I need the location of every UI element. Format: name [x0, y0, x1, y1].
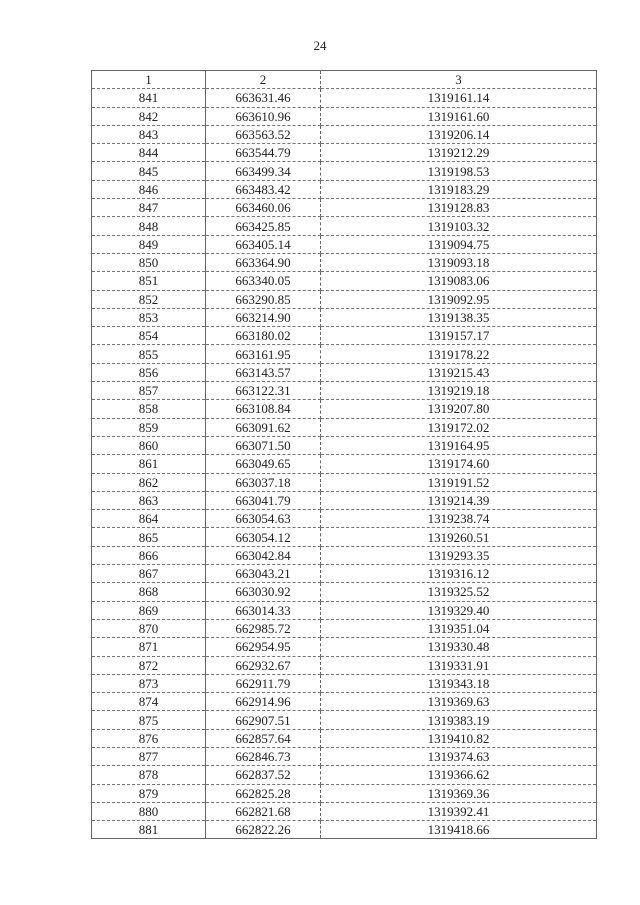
table-row: [92, 747, 597, 765]
point-number-cell: 852: [92, 290, 206, 308]
y-coordinate-cell: 1319329.40: [321, 601, 597, 619]
table-row: [92, 382, 597, 400]
x-coordinate-cell: 663563.52: [206, 125, 321, 143]
point-number-cell: 878: [92, 766, 206, 784]
point-number-cell: 870: [92, 619, 206, 637]
x-coordinate-cell: 663042.84: [206, 546, 321, 564]
y-coordinate-cell: 1319366.62: [321, 766, 597, 784]
point-number-cell: 860: [92, 436, 206, 454]
table-row: [92, 308, 597, 326]
table-row: [92, 510, 597, 528]
y-coordinate-cell: 1319093.18: [321, 253, 597, 271]
y-coordinate-cell: 1319161.14: [321, 89, 597, 107]
y-coordinate-cell: 1319212.29: [321, 144, 597, 162]
x-coordinate-cell: 663405.14: [206, 235, 321, 253]
x-coordinate-cell: 663108.84: [206, 400, 321, 418]
point-number-cell: 865: [92, 528, 206, 546]
table-row: [92, 199, 597, 217]
table-row: [92, 821, 597, 839]
y-coordinate-cell: 1319157.17: [321, 327, 597, 345]
y-coordinate-cell: 1319172.02: [321, 418, 597, 436]
y-coordinate-cell: 1319174.60: [321, 455, 597, 473]
table-row: [92, 473, 597, 491]
x-coordinate-cell: 662985.72: [206, 619, 321, 637]
y-coordinate-cell: 1319238.74: [321, 510, 597, 528]
y-coordinate-cell: 1319191.52: [321, 473, 597, 491]
point-number-cell: 876: [92, 729, 206, 747]
point-number-cell: 848: [92, 217, 206, 235]
x-coordinate-cell: 663071.50: [206, 436, 321, 454]
x-coordinate-cell: 662954.95: [206, 638, 321, 656]
table-row: [92, 729, 597, 747]
point-number-cell: 844: [92, 144, 206, 162]
point-number-cell: 867: [92, 565, 206, 583]
column-header-3: 3: [321, 71, 597, 89]
point-number-cell: 881: [92, 821, 206, 839]
y-coordinate-cell: 1319215.43: [321, 363, 597, 381]
y-coordinate-cell: 1319392.41: [321, 802, 597, 820]
table-row: [92, 400, 597, 418]
table-row: [92, 89, 597, 107]
point-number-cell: 869: [92, 601, 206, 619]
point-number-cell: 880: [92, 802, 206, 820]
x-coordinate-cell: 662837.52: [206, 766, 321, 784]
y-coordinate-cell: 1319092.95: [321, 290, 597, 308]
table-row: [92, 546, 597, 564]
point-number-cell: 850: [92, 253, 206, 271]
table-row: [92, 491, 597, 509]
x-coordinate-cell: 663483.42: [206, 180, 321, 198]
point-number-cell: 864: [92, 510, 206, 528]
y-coordinate-cell: 1319083.06: [321, 272, 597, 290]
table-row: [92, 327, 597, 345]
point-number-cell: 877: [92, 747, 206, 765]
x-coordinate-cell: 662911.79: [206, 674, 321, 692]
point-number-cell: 871: [92, 638, 206, 656]
x-coordinate-cell: 663122.31: [206, 382, 321, 400]
table-row: [92, 253, 597, 271]
table-row: [92, 711, 597, 729]
x-coordinate-cell: 662932.67: [206, 656, 321, 674]
table-row: [92, 601, 597, 619]
point-number-cell: 843: [92, 125, 206, 143]
x-coordinate-cell: 663290.85: [206, 290, 321, 308]
x-coordinate-cell: 663014.33: [206, 601, 321, 619]
point-number-cell: 872: [92, 656, 206, 674]
y-coordinate-cell: 1319260.51: [321, 528, 597, 546]
table-row: [92, 784, 597, 802]
coordinates-table: [91, 70, 597, 839]
page-number: 24: [313, 38, 327, 53]
y-coordinate-cell: 1319198.53: [321, 162, 597, 180]
table-row: [92, 802, 597, 820]
x-coordinate-cell: 662825.28: [206, 784, 321, 802]
point-number-cell: 861: [92, 455, 206, 473]
x-coordinate-cell: 662914.96: [206, 693, 321, 711]
y-coordinate-cell: 1319164.95: [321, 436, 597, 454]
x-coordinate-cell: 663214.90: [206, 308, 321, 326]
x-coordinate-cell: 663610.96: [206, 107, 321, 125]
table-row: [92, 272, 597, 290]
table-row: [92, 766, 597, 784]
x-coordinate-cell: 662846.73: [206, 747, 321, 765]
point-number-cell: 862: [92, 473, 206, 491]
x-coordinate-cell: 663425.85: [206, 217, 321, 235]
table-row: [92, 363, 597, 381]
x-coordinate-cell: 663043.21: [206, 565, 321, 583]
x-coordinate-cell: 663143.57: [206, 363, 321, 381]
point-number-cell: 847: [92, 199, 206, 217]
y-coordinate-cell: 1319161.60: [321, 107, 597, 125]
point-number-cell: 868: [92, 583, 206, 601]
table-row: [92, 217, 597, 235]
table-row: [92, 674, 597, 692]
table-row: [92, 144, 597, 162]
table-row: [92, 455, 597, 473]
x-coordinate-cell: 663030.92: [206, 583, 321, 601]
table-row: [92, 162, 597, 180]
x-coordinate-cell: 662821.68: [206, 802, 321, 820]
table-row: [92, 693, 597, 711]
y-coordinate-cell: 1319343.18: [321, 674, 597, 692]
table-row: [92, 619, 597, 637]
table-header-row: [92, 71, 597, 89]
table-row: [92, 656, 597, 674]
y-coordinate-cell: 1319183.29: [321, 180, 597, 198]
point-number-cell: 863: [92, 491, 206, 509]
y-coordinate-cell: 1319219.18: [321, 382, 597, 400]
x-coordinate-cell: 663460.06: [206, 199, 321, 217]
point-number-cell: 857: [92, 382, 206, 400]
y-coordinate-cell: 1319214.39: [321, 491, 597, 509]
y-coordinate-cell: 1319094.75: [321, 235, 597, 253]
y-coordinate-cell: 1319103.32: [321, 217, 597, 235]
y-coordinate-cell: 1319178.22: [321, 345, 597, 363]
y-coordinate-cell: 1319206.14: [321, 125, 597, 143]
point-number-cell: 842: [92, 107, 206, 125]
y-coordinate-cell: 1319325.52: [321, 583, 597, 601]
y-coordinate-cell: 1319410.82: [321, 729, 597, 747]
point-number-cell: 853: [92, 308, 206, 326]
x-coordinate-cell: 663364.90: [206, 253, 321, 271]
point-number-cell: 879: [92, 784, 206, 802]
y-coordinate-cell: 1319369.36: [321, 784, 597, 802]
point-number-cell: 851: [92, 272, 206, 290]
y-coordinate-cell: 1319207.80: [321, 400, 597, 418]
y-coordinate-cell: 1319331.91: [321, 656, 597, 674]
y-coordinate-cell: 1319383.19: [321, 711, 597, 729]
point-number-cell: 873: [92, 674, 206, 692]
x-coordinate-cell: 662857.64: [206, 729, 321, 747]
point-number-cell: 854: [92, 327, 206, 345]
x-coordinate-cell: 663091.62: [206, 418, 321, 436]
column-header-1: 1: [92, 71, 206, 89]
point-number-cell: 866: [92, 546, 206, 564]
y-coordinate-cell: 1319369.63: [321, 693, 597, 711]
point-number-cell: 874: [92, 693, 206, 711]
table-row: [92, 583, 597, 601]
point-number-cell: 849: [92, 235, 206, 253]
y-coordinate-cell: 1319374.63: [321, 747, 597, 765]
table-row: [92, 436, 597, 454]
point-number-cell: 846: [92, 180, 206, 198]
point-number-cell: 855: [92, 345, 206, 363]
x-coordinate-cell: 663037.18: [206, 473, 321, 491]
point-number-cell: 859: [92, 418, 206, 436]
table-row: [92, 235, 597, 253]
table-row: [92, 107, 597, 125]
x-coordinate-cell: 663041.79: [206, 491, 321, 509]
table-row: [92, 418, 597, 436]
point-number-cell: 858: [92, 400, 206, 418]
y-coordinate-cell: 1319330.48: [321, 638, 597, 656]
y-coordinate-cell: 1319316.12: [321, 565, 597, 583]
table-row: [92, 565, 597, 583]
table-row: [92, 290, 597, 308]
table-row: [92, 638, 597, 656]
x-coordinate-cell: 662907.51: [206, 711, 321, 729]
x-coordinate-cell: 663180.02: [206, 327, 321, 345]
y-coordinate-cell: 1319128.83: [321, 199, 597, 217]
point-number-cell: 845: [92, 162, 206, 180]
table-body: [92, 89, 597, 839]
x-coordinate-cell: 663544.79: [206, 144, 321, 162]
x-coordinate-cell: 662822.26: [206, 821, 321, 839]
x-coordinate-cell: 663054.12: [206, 528, 321, 546]
column-header-2: 2: [206, 71, 321, 89]
table-row: [92, 125, 597, 143]
y-coordinate-cell: 1319418.66: [321, 821, 597, 839]
x-coordinate-cell: 663631.46: [206, 89, 321, 107]
x-coordinate-cell: 663049.65: [206, 455, 321, 473]
point-number-cell: 841: [92, 89, 206, 107]
y-coordinate-cell: 1319293.35: [321, 546, 597, 564]
y-coordinate-cell: 1319138.35: [321, 308, 597, 326]
x-coordinate-cell: 663161.95: [206, 345, 321, 363]
point-number-cell: 856: [92, 363, 206, 381]
point-number-cell: 875: [92, 711, 206, 729]
table-row: [92, 528, 597, 546]
x-coordinate-cell: 663499.34: [206, 162, 321, 180]
y-coordinate-cell: 1319351.04: [321, 619, 597, 637]
table-row: [92, 180, 597, 198]
x-coordinate-cell: 663340.05: [206, 272, 321, 290]
x-coordinate-cell: 663054.63: [206, 510, 321, 528]
table-row: [92, 345, 597, 363]
